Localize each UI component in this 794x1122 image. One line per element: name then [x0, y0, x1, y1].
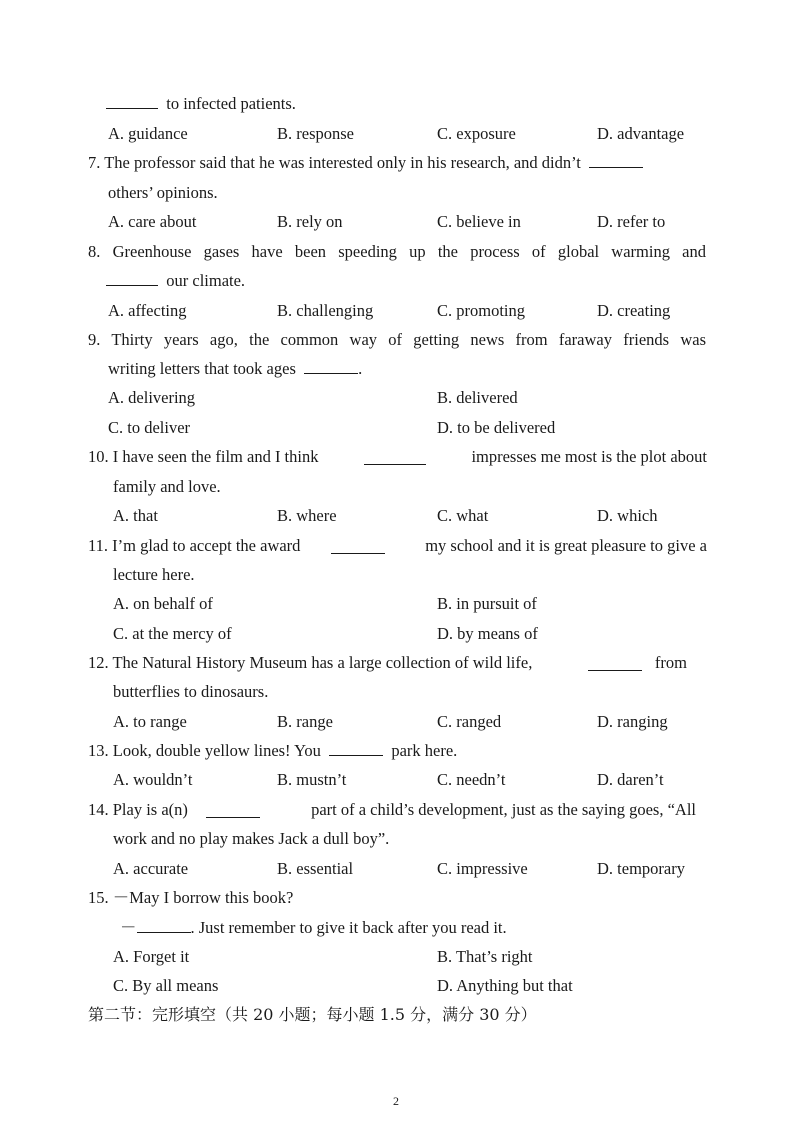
q10-option-a: A. that — [113, 506, 158, 525]
q10-line1b: impresses me most is the plot about — [471, 447, 707, 466]
page-number: 2 — [393, 1094, 399, 1108]
q7-line1 — [88, 153, 643, 173]
q11-option-c: C. at the mercy of — [113, 624, 232, 643]
q6-option-d: D. advantage — [597, 124, 685, 143]
q13-text: 13. Look, double yellow lines! You — [88, 741, 321, 760]
q10-line2: family and love. — [113, 477, 221, 496]
q11-option-a: A. on behalf of — [113, 594, 213, 613]
q7-option-c: C. believe in — [437, 212, 521, 231]
q11-line1b: my school and it is great pleasure to give a — [425, 536, 707, 555]
q9-line1: 9. Thirty years ago, the common way of getting news from faraway friends was — [88, 330, 706, 349]
q8-option-d: D. creating — [597, 301, 671, 320]
q10-option-d: D. which — [597, 506, 658, 525]
q8-option-b: B. challenging — [277, 301, 374, 320]
q14-option-a: A. accurate — [113, 859, 189, 878]
q12-line2: butterflies to dinosaurs. — [113, 682, 269, 701]
q12-option-d: D. ranging — [597, 712, 668, 731]
q7-option-b: B. rely on — [277, 212, 343, 231]
answer-blank — [137, 918, 191, 933]
section-heading: 第二节：完形填空（共 20 小题；每小题 1.5 分，满分 30 分） — [88, 1005, 537, 1024]
q10-option-c: C. what — [437, 506, 489, 525]
q9-text: writing letters that took ages — [108, 359, 296, 378]
q7-text: 7. The professor said that he was interested only in his research, and didn’t — [88, 153, 581, 172]
q13-option-a: A. wouldn’t — [113, 770, 193, 789]
q8-text: our climate. — [166, 271, 246, 290]
q14-option-c: C. impressive — [437, 859, 528, 878]
q12-line1b: from — [654, 653, 687, 672]
answer-blank — [364, 450, 426, 465]
q8-option-a: A. affecting — [108, 301, 187, 320]
q6-line — [106, 94, 296, 114]
q9-option-d: D. to be delivered — [437, 418, 556, 437]
q9-option-a: A. delivering — [108, 388, 196, 407]
q11-option-d: D. by means of — [437, 624, 538, 643]
q11-line1a: 11. I’m glad to accept the award — [88, 536, 301, 555]
q8-line1: 8. Greenhouse gases have been speeding up the process of global warming and — [88, 242, 706, 261]
answer-blank — [331, 539, 385, 554]
q15-dash: － — [120, 918, 137, 937]
q7-option-a: A. care about — [108, 212, 197, 231]
q13-line1 — [88, 741, 457, 761]
q9-option-b: B. delivered — [437, 388, 518, 407]
q12-option-c: C. ranged — [437, 712, 502, 731]
q15-text: . Just remember to give it back after you read it. — [190, 918, 507, 937]
answer-blank — [206, 803, 260, 818]
q13-option-d: D. daren’t — [597, 770, 664, 789]
q14-line2: work and no play makes Jack a dull boy”. — [113, 829, 390, 848]
q13-text-end: park here. — [391, 741, 458, 760]
answer-blank — [329, 741, 383, 756]
q6-option-b: B. response — [277, 124, 354, 143]
q6-option-c: C. exposure — [437, 124, 516, 143]
answer-blank — [589, 153, 643, 168]
q10-line1a — [88, 447, 318, 467]
q13-option-b: B. mustn’t — [277, 770, 347, 789]
q12-line1a: 12. The Natural History Museum has a large collection of wild life, — [88, 653, 533, 672]
q7-option-d: D. refer to — [597, 212, 666, 231]
answer-blank — [106, 271, 158, 286]
q6-text: to infected patients. — [166, 94, 296, 113]
q15-line2 — [120, 918, 507, 938]
q9-line2 — [108, 359, 362, 379]
q15-option-c: C. By all means — [113, 976, 219, 995]
q14-option-d: D. temporary — [597, 859, 685, 878]
q8-line2 — [106, 271, 245, 291]
answer-blank — [588, 656, 642, 671]
q15-option-b: B. That’s right — [437, 947, 533, 966]
q10-option-b: B. where — [277, 506, 337, 525]
q15-option-d: D. Anything but that — [437, 976, 573, 995]
answer-blank — [106, 94, 158, 109]
q11-option-b: B. in pursuit of — [437, 594, 537, 613]
q12-option-a: A. to range — [113, 712, 187, 731]
q15-option-a: A. Forget it — [113, 947, 190, 966]
q15-line1: 15. －May I borrow this book? — [88, 888, 294, 907]
q7-line2: others’ opinions. — [108, 183, 218, 202]
q14-option-b: B. essential — [277, 859, 354, 878]
q10-text: 10. I have seen the film and I think — [88, 447, 319, 466]
q14-line1a: 14. Play is a(n) — [88, 800, 188, 819]
q13-option-c: C. needn’t — [437, 770, 506, 789]
answer-blank — [304, 359, 358, 374]
q11-line2: lecture here. — [113, 565, 195, 584]
q9-option-c: C. to deliver — [108, 418, 191, 437]
q6-option-a: A. guidance — [108, 124, 188, 143]
q12-option-b: B. range — [277, 712, 333, 731]
q8-option-c: C. promoting — [437, 301, 526, 320]
q9-period: . — [358, 359, 363, 378]
q14-line1b: part of a child’s development, just as the saying goes, “All — [311, 800, 696, 819]
